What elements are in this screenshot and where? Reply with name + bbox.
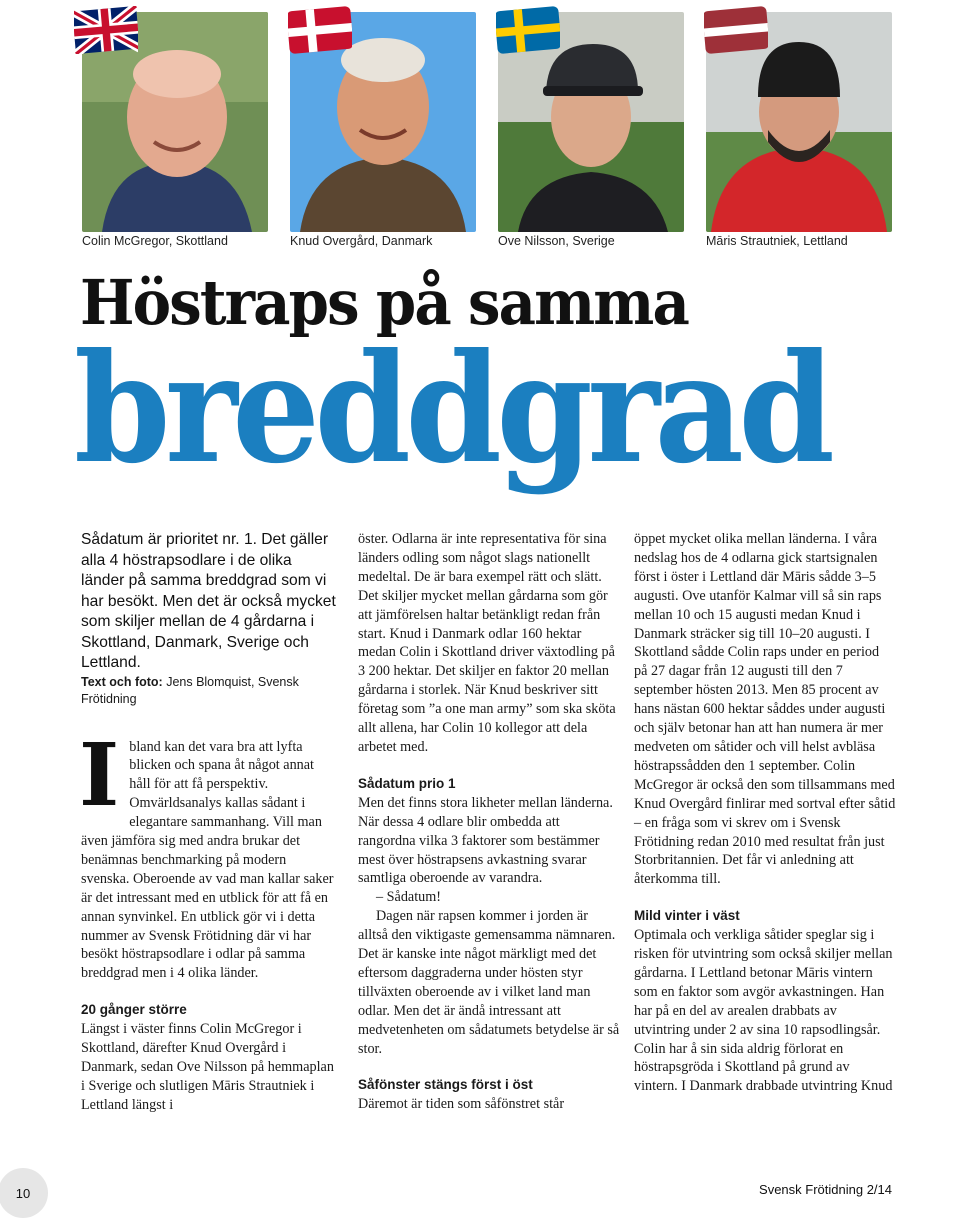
subheading: Sådatum prio 1: [358, 775, 456, 791]
body-paragraph: Optimala och verkliga såtider speglar sig i risken för utvintring som också skiljer mellan gårdarna. I Lettland betonar Māris vintern som en faktor som avgör avkastningen. Han har på en del av arealen drabbats av utvintring under 2 av sina 10 rapsodlingsår. Colin har å sin sida aldrig förlorat en höstrapsgröda i Skottland på grund av vintern. I Danmark drabbade utvintring Knud: [634, 927, 893, 1095]
photo-caption: Ove Nilsson, Sverige: [498, 234, 615, 248]
body-paragraph: Men det finns stora likheter mellan länderna. När dessa 4 odlare blir ombedda att rangordna vilka 3 faktorer som bestämmer mest över höstrapsens avkastning svarar samtliga oberoende av varandra.: [358, 794, 613, 887]
uk-flag-icon: [74, 6, 138, 54]
body-paragraph: Däremot är tiden som såfönstret står: [358, 1096, 565, 1113]
intro-paragraph: [79, 724, 337, 984]
article-column-3: [634, 530, 896, 1096]
page-number: 10: [0, 1168, 48, 1218]
publication-footer: Svensk Frötidning 2/14: [759, 1182, 892, 1197]
headline-line1: Höstraps på samma: [80, 266, 688, 339]
subheading: Såfönster stängs först i öst: [358, 1077, 533, 1093]
latvia-flag-icon: [704, 6, 768, 54]
body-paragraph: öster. Odlarna är inte representativa för sina länders odling som något slags nationellt medeltal. De är bara exempel rätt och slätt. Det skiljer mycket mellan gårdarna som gör att jämförelsen haltar betänkligt redan från start. Knud i Danmark odlar 160 hektar medan Colin i Skottland driver växtodling på 3 200 hektar. Det skiljer en faktor 20 mellan gårdarna i storlek. När Knud beskriver sitt företag som ”a one man army” som ska sköta allt allena, har Colin 10 kollegor att dela arbetet med.: [358, 531, 616, 755]
photo-caption: Colin McGregor, Skottland: [82, 234, 228, 248]
body-paragraph: Dagen när rapsen kommer i jorden är alltså den viktigaste gemensamma nämnaren. Det är kanske inte något märkligt med det eftersom daggraderna under hösten styr tillväxten oberoende av i vilket land man odlar. Men det är ändå intressant att medvetenheten om sådatumets betydelse är så stor.: [358, 908, 620, 1057]
denmark-flag-icon: [288, 6, 352, 54]
article-column-1: [81, 530, 337, 1115]
article-column-2: [358, 530, 620, 1114]
intro-text: bland kan det vara bra att lyfta blicken och spana åt något annat håll för att få perspektiv. Omvärldsanalys kallas sådant i elegantare sammanhang. Vill man även jämföra sig med andra brukar det benämnas benchmarking på modern svenska. Oberoende av vad man kallar saker är det intressant med en utblick för att få en annan synvinkel. En utblick gör vi i detta nummer av Svensk Frötidning där vi har besökt höstrapsodlare i odlar på samma breddgrad men i 4 olika länder.: [81, 738, 334, 982]
body-paragraph: Längst i väster finns Colin McGregor i Skottland, därefter Knud Overgård i Danmark, sedan Ove Nilsson på hemmaplan i Sverige och slutligen Māris Strautniek i Lettland längst i: [81, 1021, 334, 1113]
body-paragraph: öppet mycket olika mellan länderna. I våra nedslag hos de 4 odlarna gick startsignalen först i öster i Lettland där Māris sådde 3–5 augusti. Ove utanför Kalmar vill så sin raps mellan 10 och 15 augusti medan Knud i Danmark sträcker sig till 10–20 augusti. I Skottland sådde Colin raps under en period på 27 dagar från 12 augusti till den 7 september hösten 2013. Men 85 procent av hans nästan 600 hektar såddes under augusti och själv betonar han att han numera är mer medveten om såtider och vill helst avbläsa höstrapssådden den 1 september. Colin McGregor är också den som tillsammans med Knud Overgård finlirar med sortval efter såtid – en fråga som vi skrev om i Svensk Frötidning redan 2010 med resultat från just Storbritannien. Det får vi anledning att återkomma till.: [634, 531, 896, 888]
byline-label: Text och foto:: [81, 674, 163, 689]
headline-line2: breddgrad: [74, 321, 830, 497]
lead-paragraph: Sådatum är prioritet nr. 1. Det gäller alla 4 höstrapsodlare i de olika länder på samma breddgrad som vi har besökt. Men det är också mycket som skiljer mellan de 4 gårdarna i Skottland, Danmark, Sverige och Lettland.: [81, 531, 336, 671]
subheading: 20 gånger större: [81, 1002, 187, 1018]
drop-cap: I: [79, 724, 120, 826]
sweden-flag-icon: [496, 6, 560, 54]
photo-caption: Māris Strautniek, Lettland: [706, 234, 848, 248]
byline: [81, 674, 337, 708]
byline-names: Jens Blomquist, Svensk Frötidning: [81, 674, 299, 706]
photo-caption: Knud Overgård, Danmark: [290, 234, 433, 248]
quote-line: – Sådatum!: [376, 889, 442, 906]
subheading: Mild vinter i väst: [634, 908, 740, 924]
